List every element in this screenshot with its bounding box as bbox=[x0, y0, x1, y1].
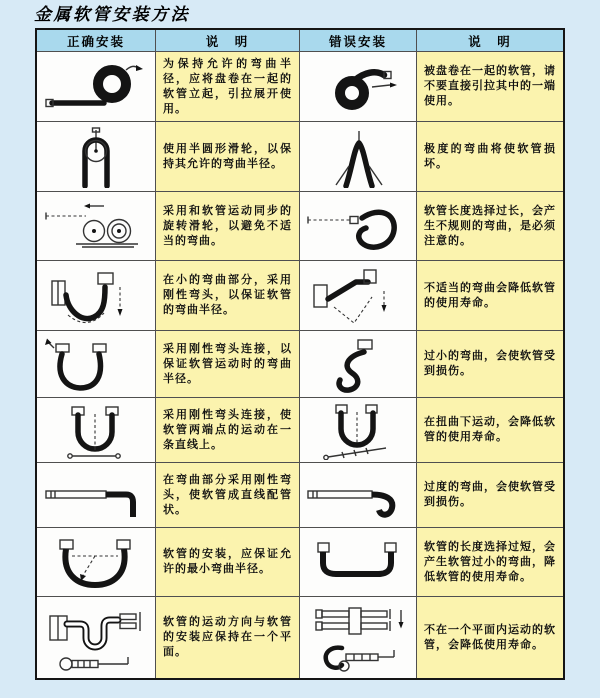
table-row-7-wrong-image bbox=[300, 463, 417, 528]
table-row-5-wrong-description bbox=[417, 331, 563, 398]
hose-over-semicircular-pulley-icon bbox=[40, 126, 152, 188]
table-row-8-correct-image bbox=[37, 528, 156, 597]
description-text: 采用刚性弯头连接，使软管两端点的运动在一条直线上。 bbox=[163, 408, 292, 451]
table-row-8-correct-description bbox=[156, 528, 300, 597]
straight-pipe-with-excessive-bend-icon bbox=[302, 465, 414, 525]
header-description-2 bbox=[417, 30, 563, 52]
hose-coil-stood-upright-unrolling-icon bbox=[40, 57, 152, 117]
improper-angular-bend-icon bbox=[302, 265, 414, 327]
table-row-9-correct-image bbox=[37, 597, 156, 678]
description-text: 在弯曲部分采用刚性弯头，使软管成直线配管状。 bbox=[163, 473, 292, 516]
straight-pipe-with-rigid-elbow-icon bbox=[40, 465, 152, 525]
table-row-4-correct-image bbox=[37, 261, 156, 331]
hose-extreme-sharp-bend-icon bbox=[302, 126, 414, 188]
table-row-5-correct-image bbox=[37, 331, 156, 398]
table-row-7-correct-image bbox=[37, 463, 156, 528]
header-label: 错误安装 bbox=[328, 34, 387, 49]
table-row-6-correct-description bbox=[156, 398, 300, 463]
table-row-5-wrong-image bbox=[300, 331, 417, 398]
table-row-3-correct-image bbox=[37, 192, 156, 261]
description-text: 不适当的弯曲会降低软管的使用寿命。 bbox=[424, 281, 556, 309]
over-long-hose-irregular-curl-icon bbox=[302, 196, 414, 256]
description-text: 采用和软管运动同步的旋转滑轮，以避免不适当的弯曲。 bbox=[163, 204, 292, 247]
table-row-8-wrong-description bbox=[417, 528, 563, 597]
synchronized-rotating-pulleys-icon bbox=[40, 196, 152, 256]
rigid-elbow-at-small-bend-icon bbox=[40, 265, 152, 327]
u-loop-minimum-bend-radius-icon bbox=[40, 531, 152, 593]
table-row-2-wrong-image bbox=[300, 122, 417, 192]
header-label: 说 明 bbox=[205, 34, 250, 49]
description-text: 软管的运动方向与软管的安装应保持在一个平面。 bbox=[163, 616, 292, 658]
header-label: 正确安装 bbox=[66, 34, 125, 49]
table-row-3-wrong-description bbox=[417, 192, 563, 261]
table-row-5-correct-description bbox=[156, 331, 300, 398]
hose-motion-in-same-plane-trap-icon bbox=[40, 600, 152, 676]
description-text: 采用刚性弯头连接，以保证软管运动时的弯曲半径。 bbox=[163, 342, 292, 385]
header-correct-installation bbox=[37, 30, 156, 52]
u-loop-endpoints-on-straight-line-icon bbox=[40, 400, 152, 460]
description-text: 软管的安装，应保证允许的最小弯曲半径。 bbox=[163, 548, 292, 575]
table-row-2-wrong-description bbox=[417, 122, 563, 192]
table-row-6-correct-image bbox=[37, 398, 156, 463]
hose-motion-out-of-plane-icon bbox=[302, 600, 414, 676]
table-row-6-wrong-image bbox=[300, 398, 417, 463]
table-row-7-wrong-description bbox=[417, 463, 563, 528]
table-row-1-wrong-image bbox=[300, 52, 417, 122]
description-text: 过小的弯曲，会使软管受到损伤。 bbox=[424, 350, 556, 377]
table-row-7-correct-description bbox=[156, 463, 300, 528]
table-row-1-correct-image bbox=[37, 52, 156, 122]
installation-guide-table bbox=[35, 28, 565, 680]
description-text: 为保持允许的弯曲半径，应将盘卷在一起的软管立起，引拉展开使用。 bbox=[163, 57, 292, 115]
description-text: 被盘卷在一起的软管，请不要直接引拉其中的一端使用。 bbox=[424, 65, 556, 107]
table-row-4-wrong-image bbox=[300, 261, 417, 331]
hose-coil-pulled-from-one-end-icon bbox=[302, 57, 414, 117]
table-row-9-wrong-description bbox=[417, 597, 563, 678]
table-row-4-correct-description bbox=[156, 261, 300, 331]
page-title: 金属软管安装方法 bbox=[34, 5, 190, 25]
header-description-1 bbox=[156, 30, 300, 52]
table-row-4-wrong-description bbox=[417, 261, 563, 331]
description-text: 软管的长度选择过短，会产生软管过小的弯曲，降低软管的使用寿命。 bbox=[424, 540, 556, 583]
table-row-1-correct-description bbox=[156, 52, 300, 122]
rigid-elbow-connection-u-loop-icon bbox=[40, 334, 152, 394]
description-text: 不在一个平面内运动的软管，会降低使用寿命。 bbox=[424, 623, 556, 651]
u-loop-moving-under-twist-icon bbox=[302, 400, 414, 460]
description-text: 使用半圆形滑轮，以保持其允许的弯曲半径。 bbox=[163, 142, 292, 170]
table-row-9-wrong-image bbox=[300, 597, 417, 678]
too-short-hose-flattened-u-icon bbox=[302, 531, 414, 593]
table-row-3-wrong-image bbox=[300, 192, 417, 261]
table-row-3-correct-description bbox=[156, 192, 300, 261]
table-row-9-correct-description bbox=[156, 597, 300, 678]
description-text: 极度的弯曲将使软管损坏。 bbox=[424, 142, 556, 170]
header-label: 说 明 bbox=[468, 34, 512, 49]
description-text: 过度的弯曲，会使软管受到损伤。 bbox=[424, 481, 556, 508]
header-wrong-installation bbox=[300, 30, 417, 52]
too-small-bend-hook-icon bbox=[302, 334, 414, 394]
table-row-2-correct-image bbox=[37, 122, 156, 192]
table-row-1-wrong-description bbox=[417, 52, 563, 122]
table-row-8-wrong-image bbox=[300, 528, 417, 597]
description-text: 在扭曲下运动，会降低软管的使用寿命。 bbox=[424, 416, 556, 443]
description-text: 在小的弯曲部分，采用刚性弯头，以保证软管的弯曲半径。 bbox=[163, 274, 292, 316]
table-row-6-wrong-description bbox=[417, 398, 563, 463]
table-row-2-correct-description bbox=[156, 122, 300, 192]
description-text: 软管长度选择过长，会产生不规则的弯曲，是必须注意的。 bbox=[424, 204, 556, 247]
